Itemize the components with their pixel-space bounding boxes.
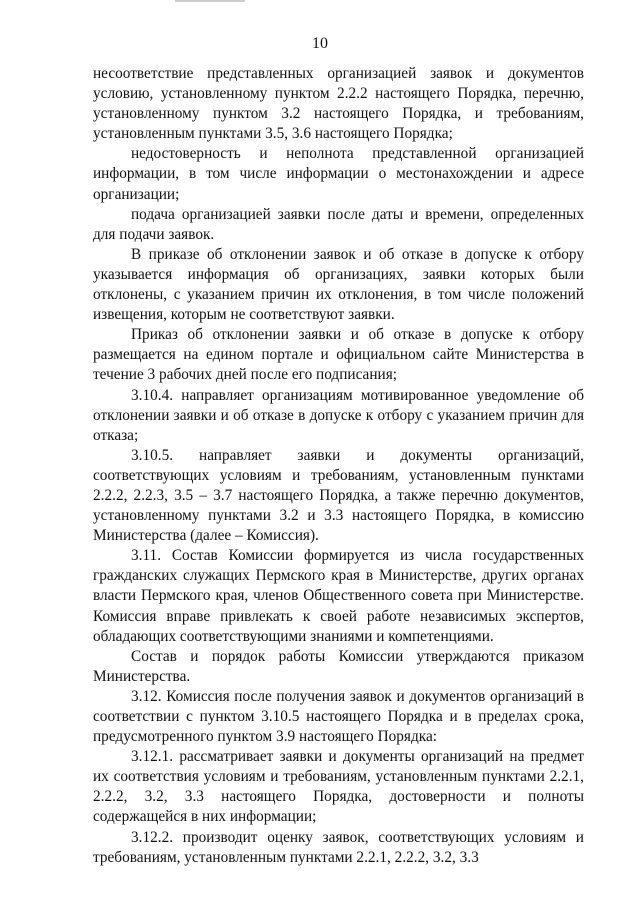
paragraph: 3.10.5. направляет заявки и документы организаций, соответствующих условиям и требованиям, установленным пунктами 2.2.2, 2.2.3, 3.5 – 3.7 настоящего Порядка, а также перечню документов, установленному пунктами 3.2 и 3.3 настоящего Порядка, в комиссию Министерства (далее – Комиссия). — [93, 446, 584, 545]
paragraph: 3.12.2. производит оценку заявок, соответствующих условиям и требованиям, установленным пунктами 2.2.1, 2.2.2, 3.2, 3.3 — [93, 828, 584, 866]
scan-edge-mark — [175, 0, 245, 2]
paragraph: В приказе об отклонении заявок и об отказе в допуске к отбору указывается информация об организациях, заявки которых были отклонены, с указанием причин их отклонения, в том числе положений извещения, которым не соответствуют заявки. — [93, 245, 584, 324]
paragraph: Приказ об отклонении заявки и об отказе в допуске к отбору размещается на едином портале и официальном сайте Министерства в течение 3 рабочих дней после его подписания; — [93, 326, 584, 384]
paragraph: подача организацией заявки после даты и времени, определенных для подачи заявок. — [93, 205, 584, 243]
paragraph: 3.12.1. рассматривает заявки и документы организаций на предмет их соответствия условиям и требованиям, установленным пунктами 2.2.1, 2.2.2, 3.2, 3.3 настоящего Порядка, достоверности и полноты содержащейся в них информации; — [93, 748, 584, 826]
paragraph: несоответствие представленных организацией заявок и документов условию, установленному пунктом 2.2.2 настоящего Порядка, перечню, установленному пунктом 3.2 настоящего Порядка, и требованиям, установленным пунктами 3.5, 3.6 настоящего Порядка; — [93, 65, 584, 143]
paragraph: 3.12. Комиссия после получения заявок и документов организаций в соответствии с пунктом 3.10.5 настоящего Порядка и в пределах срока, предусмотренного пунктом 3.9 настоящего Порядка: — [93, 687, 584, 746]
paragraph: 3.11. Состав Комиссии формируется из числа государственных гражданских служащих Пермского края в Министерстве, других органах власти Пермского края, членов Общественного совета при Министерстве. Комиссия вправе привлекать к своей работе независимых экспертов, обладающих соответствующими знаниями и компетенциями. — [93, 547, 584, 645]
paragraph: недостоверность и неполнота представленной организацией информации, в том числе информации о местонахождении и адресе организации; — [93, 145, 584, 203]
paragraph: 3.10.4. направляет организациям мотивированное уведомление об отклонении заявки и об отказе в допуске к отбору с указанием причин для отказа; — [93, 386, 584, 444]
document-body — [93, 64, 584, 868]
paragraph: Состав и порядок работы Комиссии утверждаются приказом Министерства. — [93, 647, 584, 685]
page-number: 10 — [312, 35, 328, 52]
